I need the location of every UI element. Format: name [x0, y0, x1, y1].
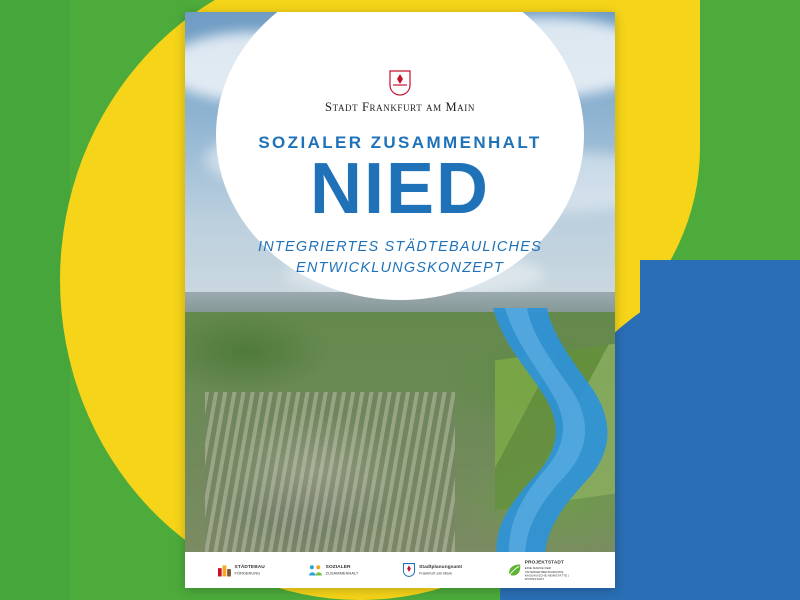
city-name: Stadt Frankfurt am Main: [325, 100, 475, 114]
cover-photo: [185, 12, 615, 552]
cover-title: NIED: [309, 149, 491, 229]
photo-river: [375, 308, 615, 552]
logo-stadtplanungsamt: [402, 563, 463, 578]
people-icon: [308, 563, 323, 578]
cover-subtitle-line1: INTEGRIERTES STÄDTEBAULICHES: [258, 239, 542, 256]
logo-line1: PROJEKTSTADT: [525, 559, 565, 566]
logo-line2: ZUSAMMENHALT: [325, 570, 359, 576]
logo-sozialer-zusammenhalt-text: [325, 565, 358, 576]
logo-line1: SOZIALER: [325, 564, 351, 571]
logo-line1: Stadtplanungsamt: [419, 564, 463, 571]
leaf-icon: [508, 563, 523, 578]
logo-stadtplanungsamt-text: [419, 565, 462, 576]
logo-projektstadt: [508, 560, 583, 581]
logo-staedtebaufoerderung-text: [234, 565, 264, 576]
logo-line1: STÄDTEBAU: [234, 564, 265, 571]
buildings-icon: [217, 563, 232, 578]
cover-title-block: [185, 70, 615, 279]
logo-sozialer-zusammenhalt: [308, 563, 358, 578]
footer-logo-strip: [185, 552, 615, 588]
city-crest-icon: [402, 563, 417, 578]
background-green-bar: [0, 0, 70, 600]
logo-line2: EINE MARKE DER UNTERNEHMENSGRUPPE NASSAUISCHE HEIMSTÄTTE | WOHNSTADT: [525, 565, 570, 581]
city-crest-icon: [389, 70, 411, 96]
logo-projektstadt-text: [525, 560, 582, 581]
cover-kicker: SOZIALER ZUSAMMENHALT: [258, 133, 542, 152]
cover-subtitle-line2: ENTWICKLUNGSKONZEPT: [295, 260, 505, 277]
logo-line2: FÖRDERUNG: [234, 570, 260, 576]
logo-staedtebaufoerderung: [217, 563, 265, 578]
logo-line2: Frankfurt am Main: [419, 570, 453, 576]
document-cover-page: [185, 12, 615, 588]
